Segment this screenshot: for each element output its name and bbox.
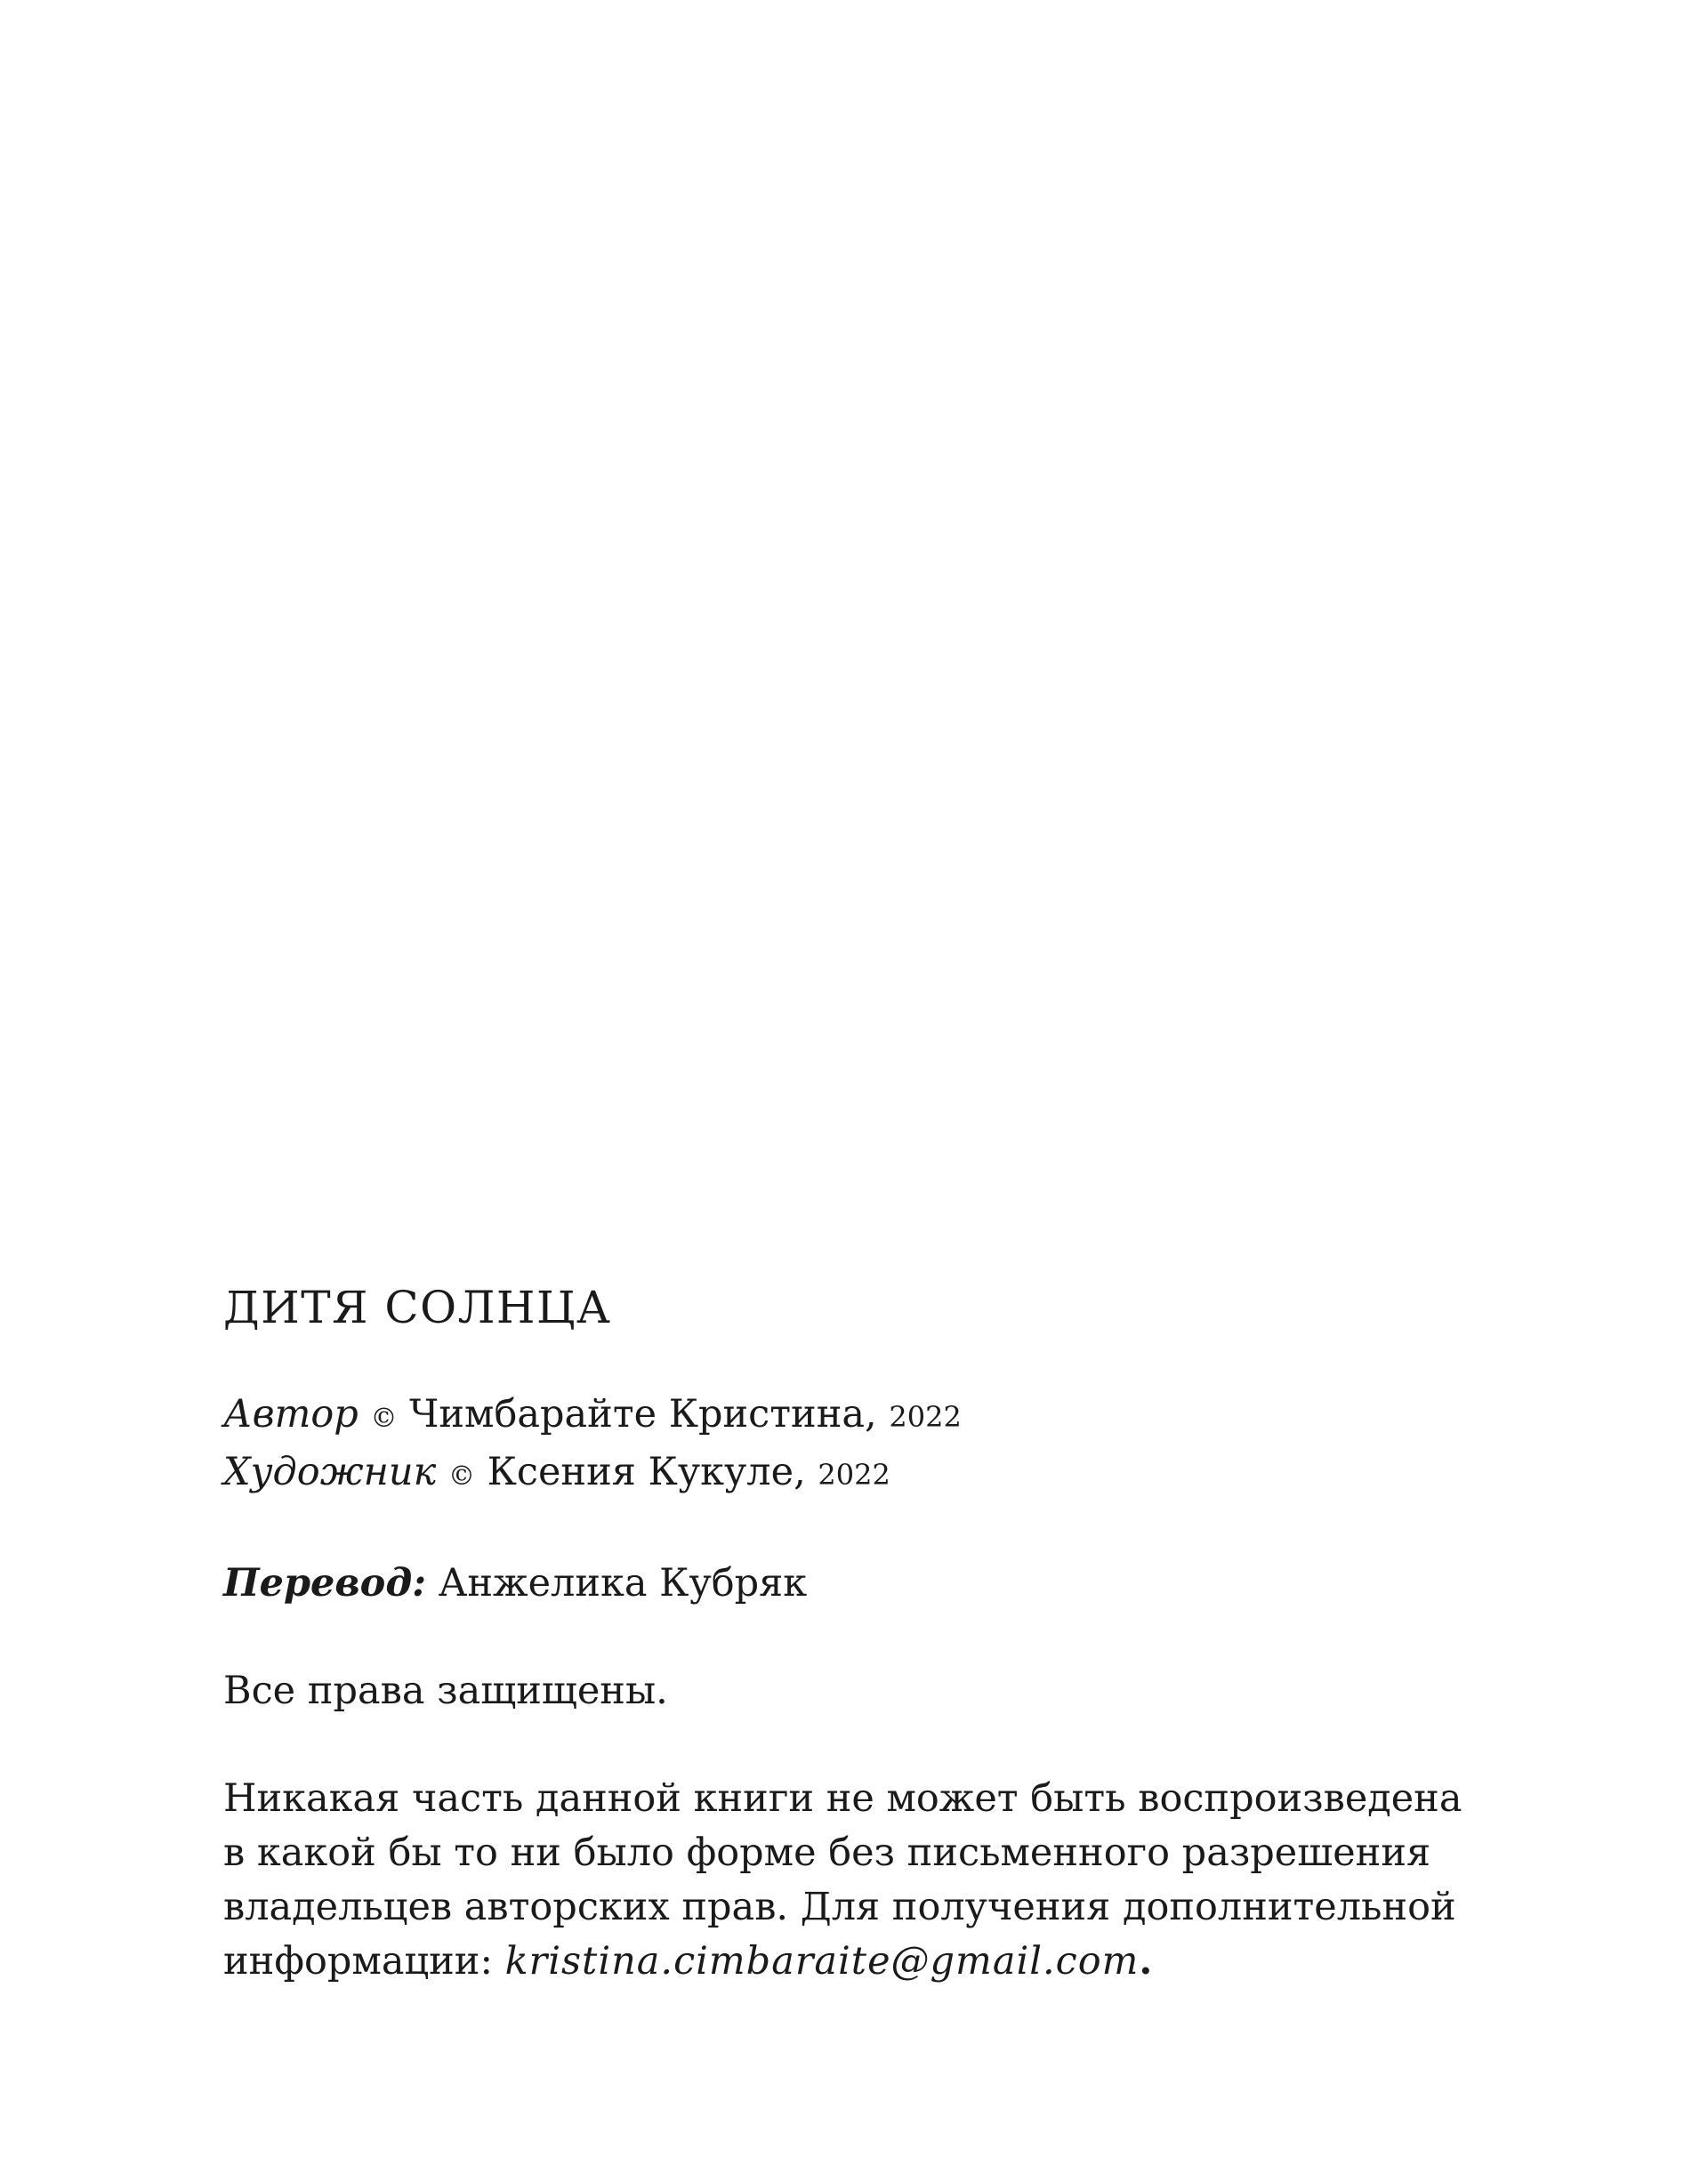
artist-year: 2022: [818, 1458, 890, 1492]
author-credit: [223, 1388, 1513, 1445]
book-title: ДИТЯ СОЛНЦА: [223, 1282, 612, 1333]
author-name: Чимбарайте Кристина: [409, 1392, 866, 1437]
notice-last-line: [223, 1935, 1513, 1989]
notice-line: Никакая часть данной книги не может быть воспроизведена: [223, 1776, 1462, 1821]
notice-line: в какой бы то ни было форме без письменного разрешения: [223, 1831, 1431, 1875]
credits: [223, 1388, 1513, 1503]
notice-end-dot: .: [1139, 1939, 1153, 1984]
artist-credit: [223, 1445, 1513, 1503]
artist-role: Художник: [223, 1450, 437, 1494]
rights-statement: Все права защищены.: [223, 1669, 668, 1713]
translation-credit: [223, 1557, 1513, 1611]
notice-line: владельцев авторских прав. Для получения дополнительной: [223, 1885, 1456, 1929]
author-year: 2022: [889, 1400, 962, 1434]
notice-last-line-prefix: информации:: [223, 1939, 505, 1984]
author-role: Автор: [223, 1392, 359, 1437]
author-separator: ,: [865, 1392, 877, 1437]
artist-copyright-sign: ©: [447, 1461, 475, 1492]
translator-name: Анжелика Кубряк: [438, 1561, 808, 1606]
translation-role: Перевод:: [223, 1561, 427, 1606]
copyright-notice: [223, 1772, 1513, 1989]
contact-email: kristina.cimbaraite@gmail.com: [504, 1939, 1140, 1984]
artist-separator: ,: [794, 1450, 806, 1494]
artist-name: Ксения Кукуле: [487, 1450, 794, 1494]
imprint-block: [223, 1281, 1513, 1989]
author-copyright-sign: ©: [370, 1403, 398, 1434]
